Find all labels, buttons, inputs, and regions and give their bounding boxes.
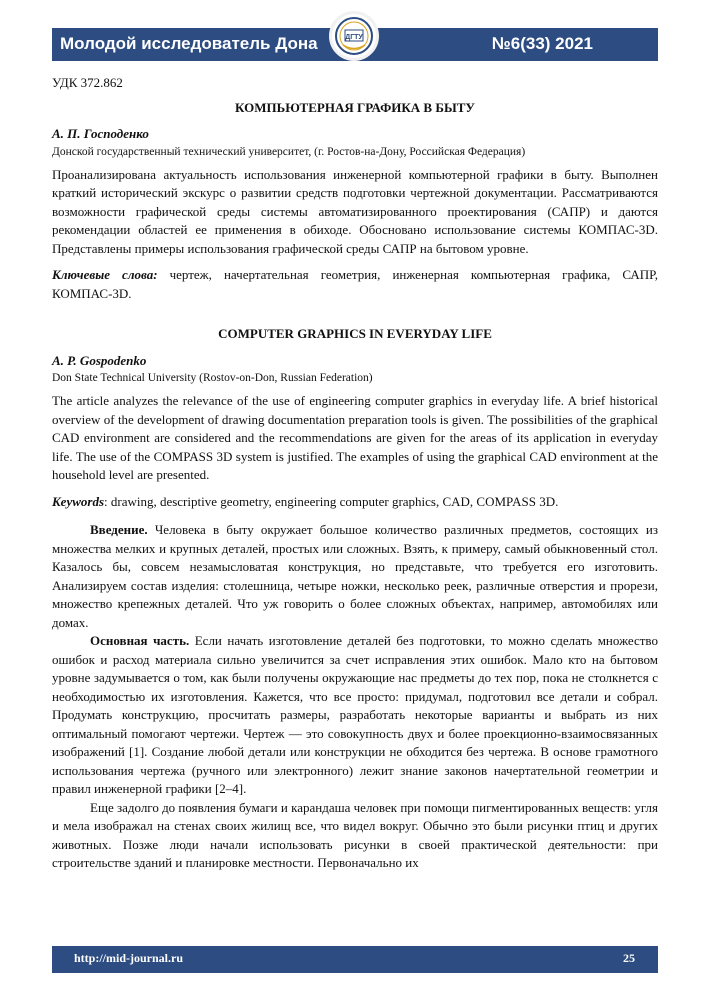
issue-number: №6(33) 2021 (491, 34, 593, 53)
author-ru: А. П. Господенко (52, 126, 149, 141)
page-number: 25 (623, 951, 635, 965)
main-heading: Основная часть. (90, 633, 190, 648)
keywords-ru (52, 266, 658, 303)
journal-name: Молодой исследователь Дона (60, 34, 318, 53)
intro-heading: Введение. (90, 522, 148, 537)
abstract-en: The article analyzes the relevance of the use of engineering computer graphics in everyday life. A brief historical overview of the development of drawing documentation preparation tools is given. The possibilities of the graphical CAD environment are considered and the recommendations are given for the areas of its application in everyday life. The use of the COMPASS 3D system is justified. The examples of using the graphical CAD environment at the household level are presented. (52, 393, 658, 482)
intro-text: Человека в быту окружает большое количество различных предметов, состоящих из множества мелких и крупных деталей, простых или сложных. Взять, к примеру, самый обыкновенный стол. Казалось бы, совсем незамысловатая конструкция, но представьте, что требуется его изготовить. Анализируем состав изделия: столешница, четыре ножки, несколько реек, различные отверстия и прорези, множество крепежных деталей. Что уж говорить о более сложных объектах, например, автомобилях или домах. (52, 522, 658, 630)
journal-url-link[interactable]: http://mid-journal.ru (74, 951, 184, 965)
keywords-label-ru: Ключевые слова: (52, 267, 158, 282)
affiliation-ru: Донской государственный технический университет, (г. Ростов-на-Дону, Российская Федерация) (52, 145, 526, 158)
university-logo (329, 11, 379, 61)
keywords-text-ru: чертеж, начертательная геометрия, инженерная компьютерная графика, САПР, КОМПАС-3D. (52, 267, 659, 301)
main-text: Если начать изготовление деталей без подготовки, то можно сделать множество ошибок и расход материала сильно увеличится за счет исправления этих ошибок. Мало кто на бытовом уровне задумывается о том, как были получены окружающие нас предметы до тех пор, пока не столкнется с необходимостью их изготовления. Кажется, что все просто: придумал, подготовил все детали и собрал. Продумать конструкцию, просчитать размеры, разработать некоторые варианты и выбрать из них оптимальный помогают чертежи. Чертеж — это совокупность двух и более проекционно-взаимосвязанных изображений [1]. Создание любой детали или конструкции не обходится без чертежа. В основе грамотного использования чертежа (ручного или электронного) лежит знание законов начертательной геометрии и правил инженерной графики [2–4]. (52, 633, 658, 796)
author-en: A. P. Gospodenko (52, 352, 147, 368)
abstract-ru: Проанализирована актуальность использования инженерной компьютерной графики в быту. Выполнен краткий исторический экскурс о развитии средств подготовки чертежной документации. Рассматриваются возможности графической среды системы автоматизированного проектирования (САПР) и даются рекомендации областей ее применения в обиходе. Обосновано использование системы КОМПАС-3D. Представлены примеры использования графической среды САПР на бытовом уровне. (52, 166, 658, 256)
keywords-label-en: Keywords (52, 493, 104, 509)
intro-paragraph (52, 521, 658, 632)
logo-emblem-icon (334, 16, 374, 56)
keywords-text-en: : drawing, descriptive geometry, engineering computer graphics, CAD, COMPASS 3D. (104, 493, 559, 509)
article-title-en: COMPUTER GRAPHICS IN EVERYDAY LIFE (218, 326, 492, 341)
affiliation-en: Don State Technical University (Rostov-on-Don, Russian Federation) (52, 372, 373, 384)
article-title-ru: КОМПЬЮТЕРНАЯ ГРАФИКА В БЫТУ (235, 99, 475, 115)
history-paragraph: Еще задолго до появления бумаги и карандаша человек при помощи пигментированных веществ: угля и мела изображал на стенах своих жилищ все, что видел вокруг. Обычно это были рисунки птиц и других животных. Позже люди начали использовать рисунки в своей практической деятельности: при строительстве зданий и планировке местности. Первоначально их (52, 799, 658, 870)
keywords-en (52, 493, 658, 512)
main-paragraph (52, 632, 658, 799)
article-content (52, 74, 658, 873)
udk-code: УДК 372.862 (52, 75, 123, 90)
logo-text: ДГТУ (345, 34, 363, 41)
footer-band (52, 946, 658, 973)
